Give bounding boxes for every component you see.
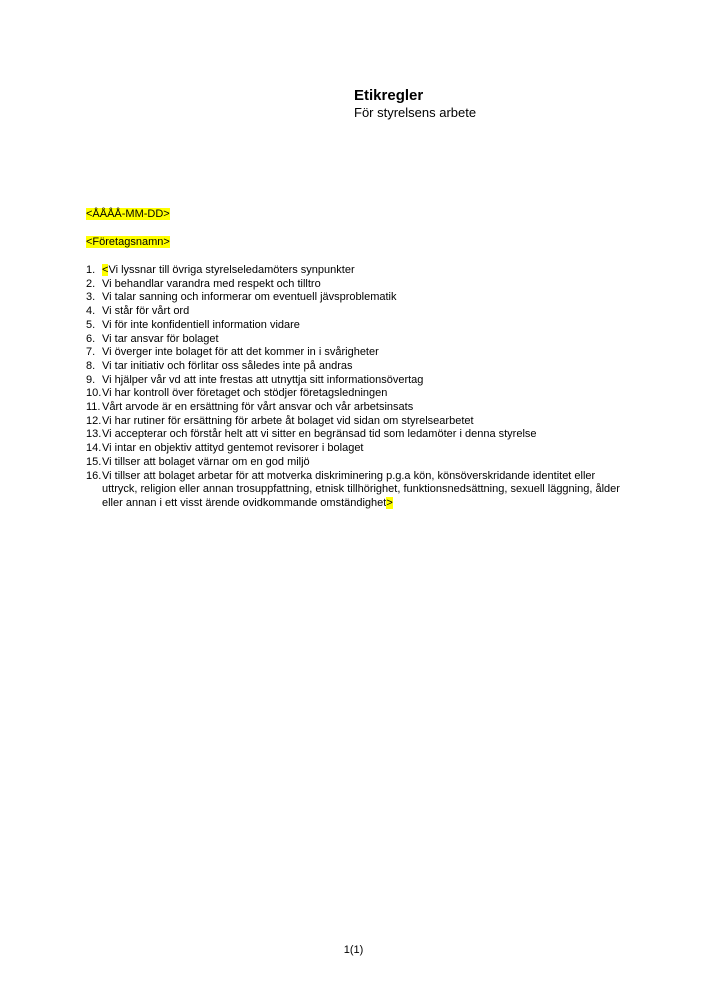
list-item-text: Vi tillser att bolaget värnar om en god miljö (102, 455, 310, 468)
list-item-number: 8. (86, 359, 96, 372)
list-item (86, 333, 626, 347)
list-item-text: Vi för inte konfidentiell information vidare (102, 318, 300, 331)
list-item-text: Vi tar initiativ och förlitar oss således inte på andras (102, 359, 353, 372)
list-item-number: 1. (86, 264, 96, 276)
date-placeholder: <ÅÅÅÅ-MM-DD> (86, 208, 170, 220)
list-item-text: Vi hjälper vår vd att inte frestas att utnyttja sitt informationsövertag (102, 373, 424, 386)
list-item-number: 10. (86, 387, 102, 400)
list-item-text: Vårt arvode är en ersättning för vårt ansvar och vår arbetsinsats (102, 401, 414, 414)
list-item-text: Vi står för vårt ord (102, 305, 190, 318)
list-item (86, 360, 626, 374)
page-number: 1(1) (343, 944, 364, 956)
list-item (86, 346, 626, 360)
list-item-text: Vi behandlar varandra med respekt och tilltro (102, 277, 321, 290)
page-title: Etikregler (354, 87, 424, 104)
header-block (354, 87, 476, 121)
company-placeholder-line (86, 236, 170, 249)
list-item-number: 16. (86, 469, 102, 482)
list-item-number: 11. (86, 401, 101, 414)
list-item (86, 401, 626, 415)
list-item-number: 12. (86, 414, 102, 427)
list-item (86, 415, 626, 429)
list-item-text: Vi tar ansvar för bolaget (102, 332, 219, 345)
list-item (86, 428, 626, 442)
list-item-text: Vi har rutiner för ersättning för arbete åt bolaget vid sidan om styrelsearbetet (102, 414, 474, 427)
list-item (86, 387, 626, 401)
list-item (86, 442, 626, 456)
list-item-number: 13. (86, 428, 102, 441)
list-item (86, 456, 626, 470)
list-item-text: Vi överger inte bolaget för att det kommer in i svårigheter (102, 346, 379, 359)
page-subtitle: För styrelsens arbete (354, 105, 477, 120)
list-item-number: 2. (86, 277, 96, 290)
list-item (86, 319, 626, 333)
list-item-text: Vi talar sanning och informerar om eventuell jävsproblematik (102, 291, 397, 304)
placeholder-close-marker: > (386, 496, 393, 509)
list-item-text: Vi lyssnar till övriga styrelseledamöters synpunkter (108, 264, 355, 276)
list-item (86, 470, 626, 511)
company-placeholder: <Företagsnamn> (86, 236, 170, 248)
list-item-number: 4. (86, 305, 96, 318)
list-item-number: 15. (86, 455, 102, 468)
list-item-number: 7. (86, 346, 96, 359)
list-item-text: Vi har kontroll över företaget och stödjer företagsledningen (102, 387, 388, 400)
list-item-text: Vi accepterar och förstår helt att vi sitter en begränsad tid som ledamöter i denna styrelse (102, 428, 537, 441)
list-item-number: 9. (86, 373, 96, 386)
list-item (86, 291, 626, 305)
placeholder-open-marker: < (102, 264, 109, 276)
list-item-number: 6. (86, 332, 96, 345)
list-item-text: Vi intar en objektiv attityd gentemot revisorer i bolaget (102, 442, 364, 455)
list-item-number: 14. (86, 442, 102, 455)
date-placeholder-line (86, 208, 170, 221)
list-item-text: Vi tillser att bolaget arbetar för att motverka diskriminering p.g.a kön, könsöverskridande identitet eller uttryck, religion eller annan trosuppfattning, etnisk tillhörighet, funktionsnedsättning, sexuell läggning, ålder eller annan i ett visst ärende ovidkommande omständighet (102, 469, 620, 509)
list-item (86, 278, 626, 292)
list-item (86, 305, 626, 319)
list-item-number: 5. (86, 318, 96, 331)
list-item-number: 3. (86, 291, 96, 304)
rules-list (86, 264, 626, 511)
list-item (86, 374, 626, 388)
list-item (86, 264, 626, 278)
